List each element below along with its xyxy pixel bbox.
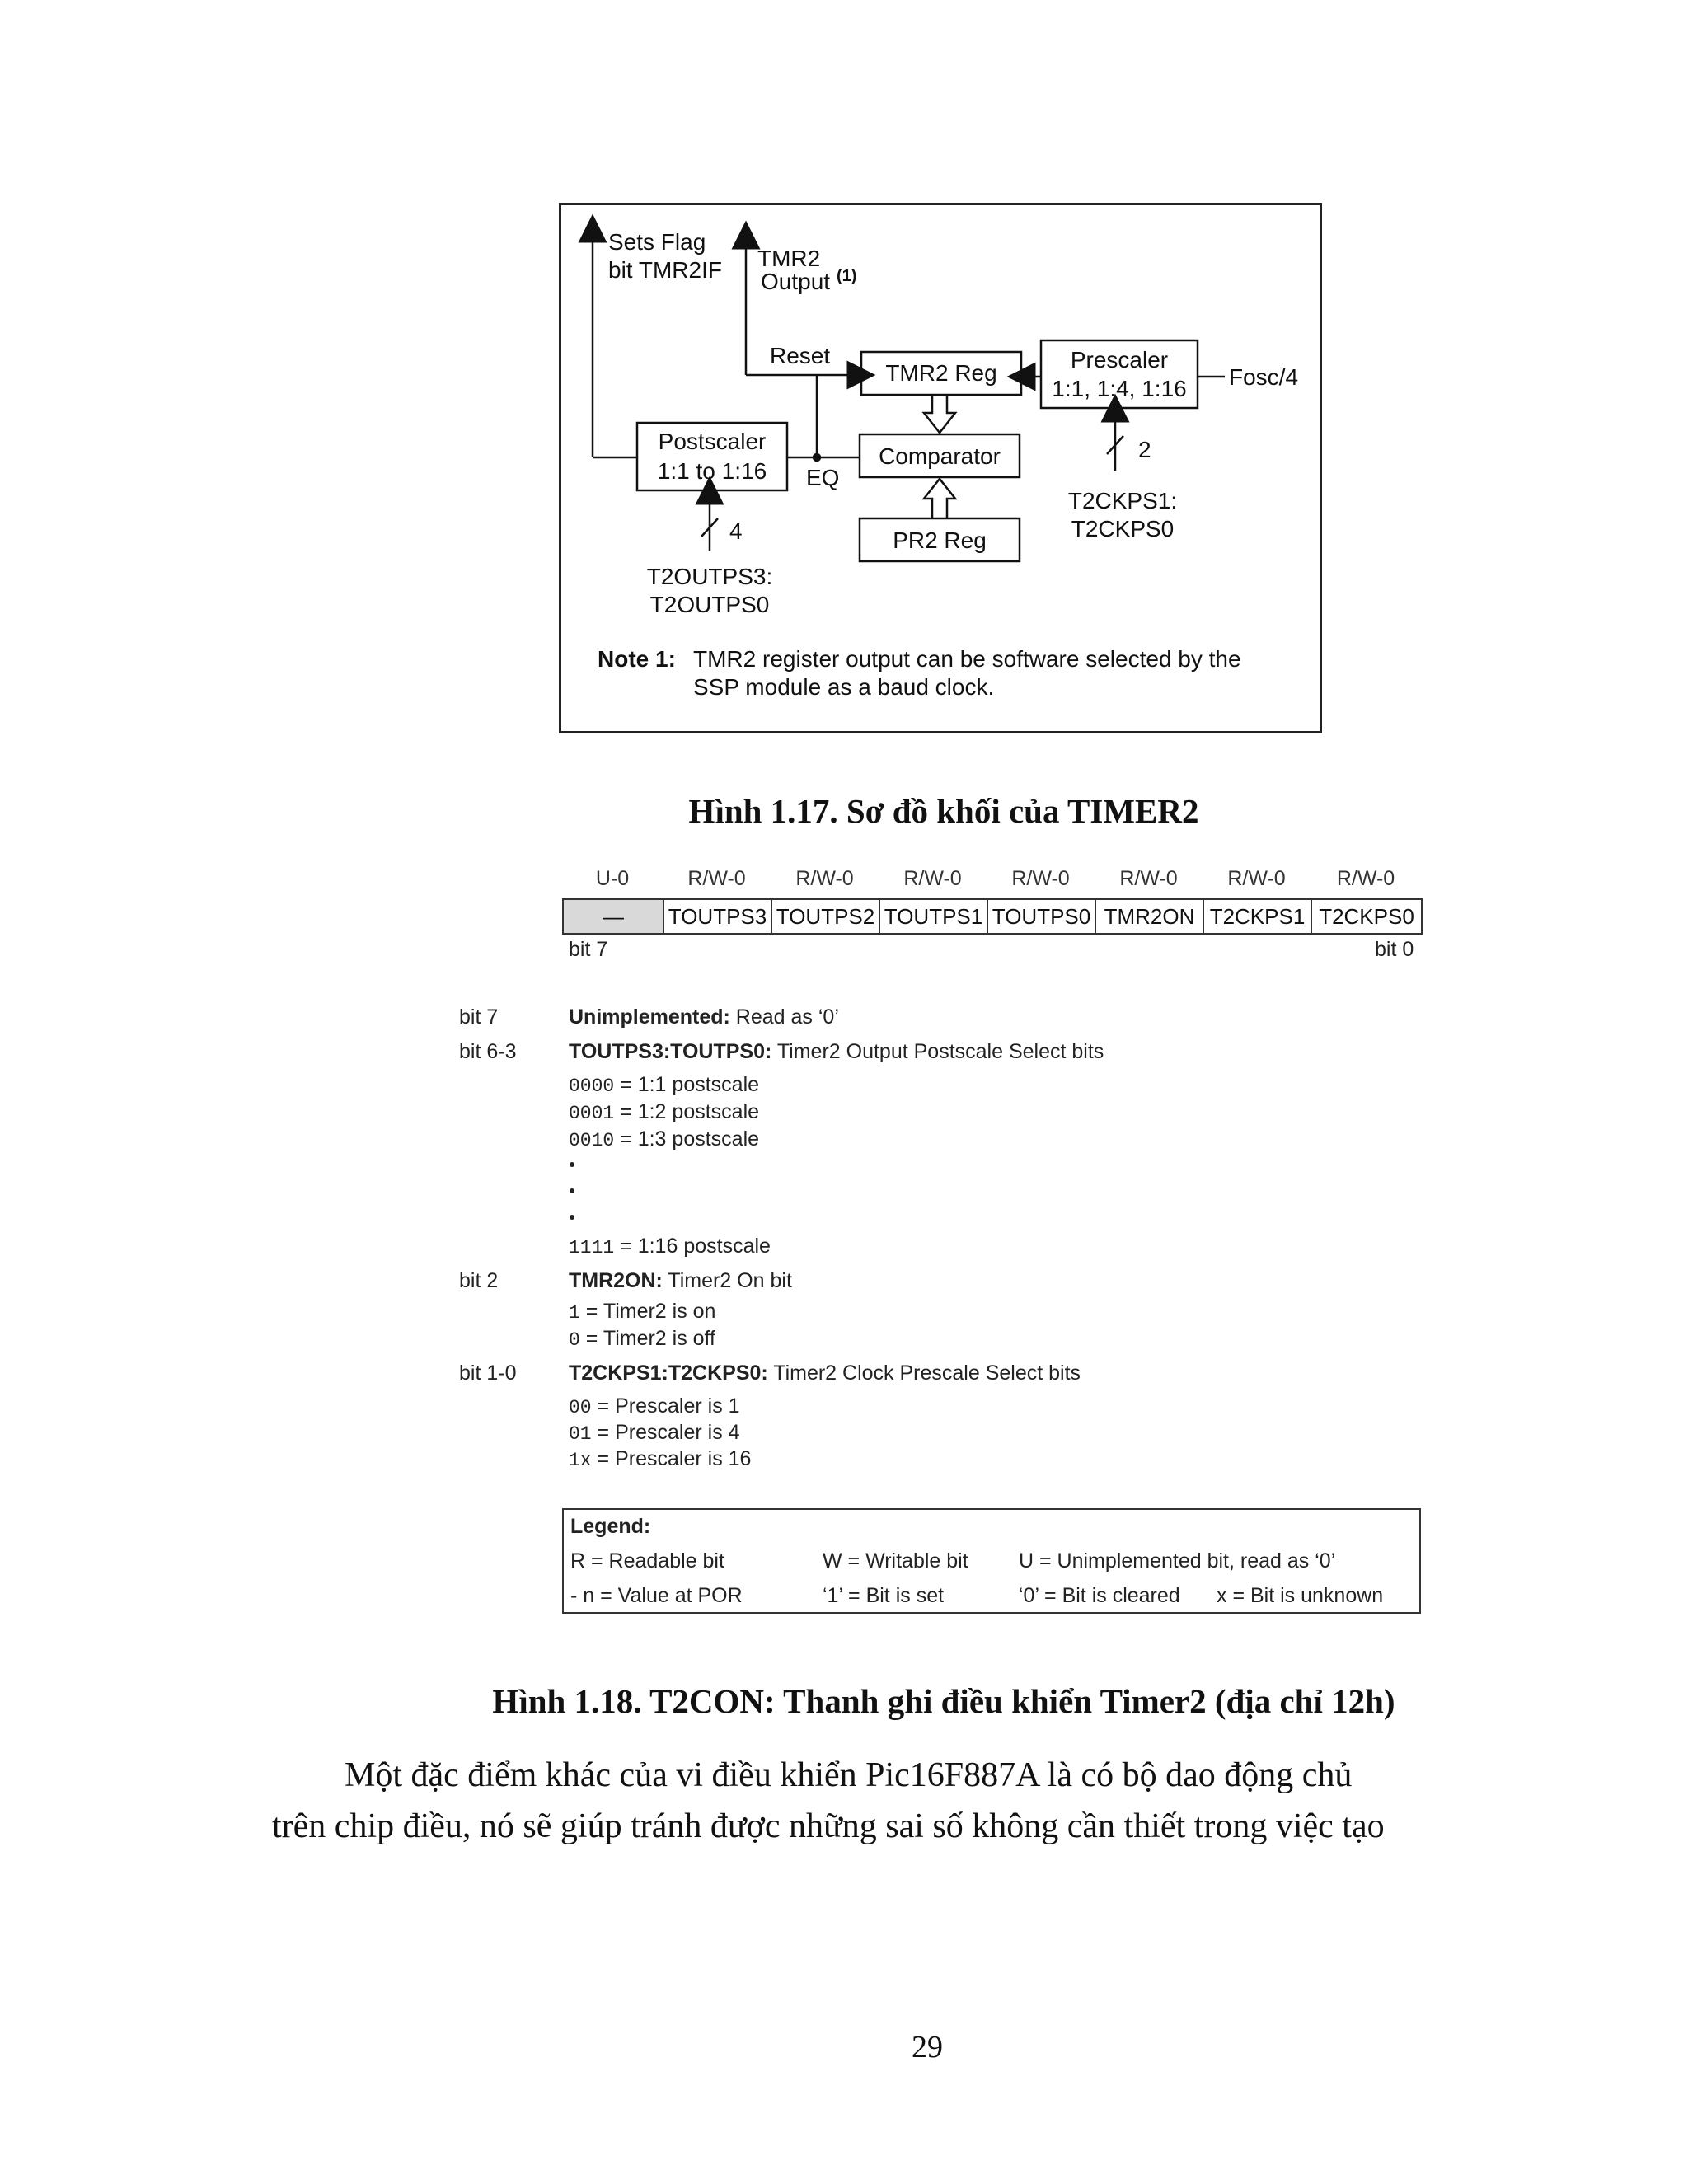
access-bit4: R/W-0 bbox=[903, 867, 962, 890]
register-access-row bbox=[562, 867, 1421, 893]
desc-bit10 bbox=[569, 1361, 1081, 1385]
postscale-option bbox=[569, 1127, 759, 1151]
option-code: 0010 bbox=[569, 1130, 615, 1151]
ellipsis-dot bbox=[570, 1188, 574, 1193]
register-bits-row bbox=[563, 899, 1422, 934]
reset-label: Reset bbox=[770, 343, 831, 368]
paragraph-line-2: trên chip điều, nó sẽ giúp tránh được những sai số không cần thiết trong việc tạo bbox=[272, 1807, 1385, 1845]
bit-cell-1: T2CKPS1 bbox=[1203, 899, 1311, 934]
legend-title: Legend: bbox=[570, 1515, 651, 1538]
option-code: 0 bbox=[569, 1329, 580, 1351]
prescale-option bbox=[569, 1447, 751, 1471]
option-text: = 1:3 postscale bbox=[614, 1127, 760, 1151]
figure-118-caption: Hình 1.18. T2CON: Thanh ghi điều khiển Timer2 (địa chỉ 12h) bbox=[492, 1682, 1395, 1720]
option-code: 1 bbox=[569, 1302, 580, 1324]
option-code: 01 bbox=[569, 1423, 592, 1445]
desc-bit10-name: T2CKPS1:T2CKPS0: bbox=[569, 1361, 768, 1385]
desc-bit63 bbox=[569, 1040, 1104, 1064]
legend-box bbox=[562, 1508, 1421, 1614]
access-bit5: R/W-0 bbox=[795, 867, 854, 890]
option-code: 00 bbox=[569, 1397, 592, 1418]
page-number: 29 bbox=[912, 2030, 943, 2064]
sets-flag-label: Sets Flag bbox=[608, 229, 706, 255]
bit-cell-3: TOUTPS0 bbox=[987, 899, 1095, 934]
ellipsis-dot bbox=[570, 1162, 574, 1167]
option-code: 0001 bbox=[569, 1103, 615, 1124]
t2outps0-label: T2OUTPS0 bbox=[649, 592, 770, 617]
legend-readable: R = Readable bit bbox=[570, 1549, 724, 1572]
desc-bit10-text: Timer2 Clock Prescale Select bits bbox=[767, 1361, 1081, 1385]
postscale-option bbox=[569, 1100, 759, 1124]
option-code: 1x bbox=[569, 1450, 592, 1471]
t2ckps0-label: T2CKPS0 bbox=[1071, 516, 1175, 541]
eq-label: EQ bbox=[806, 465, 840, 490]
legend-por: - n = Value at POR bbox=[570, 1584, 743, 1607]
option-text: = 1:2 postscale bbox=[614, 1100, 760, 1123]
prescaler-values: 1:1, 1:4, 1:16 bbox=[1052, 376, 1187, 401]
timer2-block-diagram bbox=[559, 203, 1322, 733]
bit-cell-5: TOUTPS2 bbox=[771, 899, 879, 934]
tmr2on-option bbox=[569, 1327, 715, 1351]
bit-cell-0: T2CKPS0 bbox=[1311, 899, 1422, 934]
tmr2-reg-label: TMR2 Reg bbox=[885, 360, 997, 386]
option-code: 1111 bbox=[569, 1237, 615, 1258]
postscaler-label: Postscaler bbox=[658, 429, 767, 454]
option-text: = Timer2 is on bbox=[579, 1300, 716, 1323]
access-bit6: R/W-0 bbox=[687, 867, 746, 890]
option-text: = 1:1 postscale bbox=[614, 1073, 760, 1096]
output-label: Output bbox=[761, 269, 831, 294]
t2con-register-table bbox=[562, 898, 1423, 935]
access-bit2: R/W-0 bbox=[1119, 867, 1178, 890]
desc-bit2 bbox=[569, 1269, 792, 1293]
access-bit0: R/W-0 bbox=[1336, 867, 1395, 890]
postscale-option bbox=[569, 1073, 759, 1097]
prescaler-label: Prescaler bbox=[1070, 347, 1169, 373]
legend-unimplemented: U = Unimplemented bit, read as ‘0’ bbox=[1019, 1549, 1336, 1572]
desc-bit7-name: Unimplemented: bbox=[569, 1005, 730, 1029]
access-bit1: R/W-0 bbox=[1227, 867, 1286, 890]
option-code: 0000 bbox=[569, 1076, 615, 1097]
desc-bit2-label: bit 2 bbox=[459, 1269, 499, 1292]
prescale-option bbox=[569, 1394, 740, 1418]
desc-bit63-label: bit 6-3 bbox=[459, 1040, 517, 1063]
postscale-option bbox=[569, 1235, 771, 1258]
legend-cleared: ‘0’ = Bit is cleared bbox=[1019, 1584, 1180, 1607]
t2outps3-label: T2OUTPS3: bbox=[646, 564, 773, 589]
legend-set: ‘1’ = Bit is set bbox=[823, 1584, 945, 1607]
desc-bit2-name: TMR2ON: bbox=[569, 1269, 663, 1292]
desc-bit7-label: bit 7 bbox=[459, 1005, 499, 1029]
paragraph-line-1: Một đặc điểm khác của vi điều khiển Pic16F887A là có bộ dao động chủ bbox=[345, 1756, 1353, 1794]
desc-bit7-text: Read as ‘0’ bbox=[729, 1005, 839, 1029]
bit-cell-4: TOUTPS1 bbox=[879, 899, 987, 934]
desc-bit2-text: Timer2 On bit bbox=[662, 1269, 792, 1292]
bit0-marker: bit 0 bbox=[1375, 938, 1414, 961]
t2ckps1-label: T2CKPS1: bbox=[1067, 488, 1178, 513]
desc-bit63-name: TOUTPS3:TOUTPS0: bbox=[569, 1040, 772, 1063]
tmr2-output-label: TMR2 bbox=[757, 246, 821, 271]
postscaler-values: 1:1 to 1:16 bbox=[657, 458, 767, 484]
note-line-1: TMR2 register output can be software selected by the bbox=[693, 646, 1241, 672]
option-text: = Prescaler is 4 bbox=[591, 1421, 740, 1444]
option-text: = Timer2 is off bbox=[579, 1327, 715, 1350]
desc-bit7 bbox=[569, 1005, 839, 1029]
bus-width-4: 4 bbox=[729, 518, 743, 544]
output-note-marker: (1) bbox=[837, 267, 857, 285]
prescale-option bbox=[569, 1421, 740, 1445]
pr2-reg-label: PR2 Reg bbox=[893, 527, 987, 553]
bit-cell-6: TOUTPS3 bbox=[663, 899, 771, 934]
bit-cell-2: TMR2ON bbox=[1095, 899, 1203, 934]
access-bit3: R/W-0 bbox=[1011, 867, 1070, 890]
bit7-marker: bit 7 bbox=[569, 938, 608, 961]
bit-cell-7: — bbox=[563, 899, 663, 934]
legend-writable: W = Writable bit bbox=[823, 1549, 968, 1572]
access-bit7: U-0 bbox=[595, 867, 630, 890]
desc-bit63-text: Timer2 Output Postscale Select bits bbox=[771, 1040, 1104, 1063]
legend-unknown: x = Bit is unknown bbox=[1217, 1584, 1384, 1607]
figure-117-caption: Hình 1.17. Sơ đồ khối của TIMER2 bbox=[688, 792, 1199, 830]
option-text: = Prescaler is 16 bbox=[591, 1447, 752, 1470]
option-text: = 1:16 postscale bbox=[614, 1235, 771, 1258]
option-text: = Prescaler is 1 bbox=[591, 1394, 740, 1418]
block-diagram-svg bbox=[561, 205, 1320, 731]
desc-bit10-label: bit 1-0 bbox=[459, 1361, 517, 1385]
ellipsis-dot bbox=[570, 1215, 574, 1220]
fosc-label: Fosc/4 bbox=[1229, 364, 1299, 390]
comparator-label: Comparator bbox=[879, 443, 1001, 469]
bit-tmr2if-label: bit TMR2IF bbox=[608, 257, 722, 283]
bus-width-2: 2 bbox=[1138, 437, 1151, 462]
note-line-2: SSP module as a baud clock. bbox=[693, 674, 995, 700]
tmr2on-option bbox=[569, 1300, 715, 1324]
note-label: Note 1: bbox=[598, 646, 676, 672]
